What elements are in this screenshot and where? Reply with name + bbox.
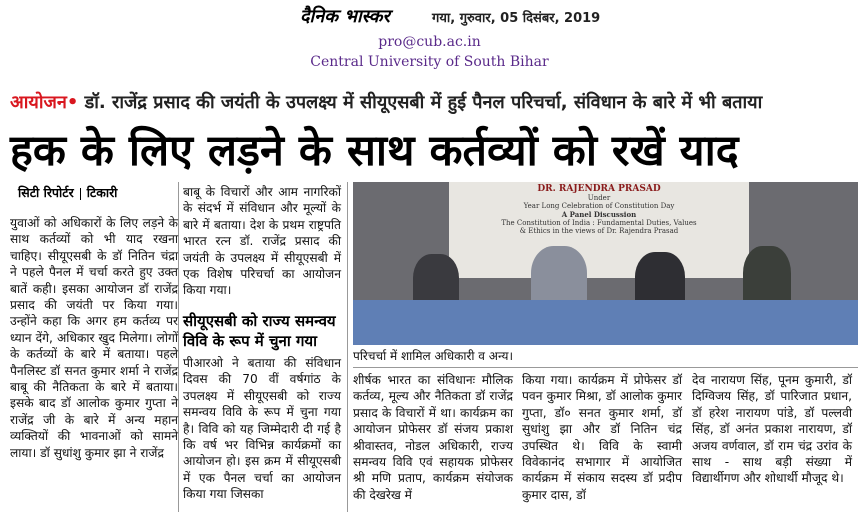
- byline-author: सिटी रिपोर्टर: [18, 185, 74, 200]
- column-rule: [178, 182, 179, 512]
- pro-email: pro@cub.ac.in: [378, 34, 481, 50]
- photo-banner-line: Year Long Celebration of Constitution Day: [523, 202, 675, 210]
- headline: हक के लिए लड़ने के साथ कर्तव्यों को रखें याद: [10, 126, 739, 176]
- byline-divider: [80, 188, 81, 200]
- photo-banner-title: DR. RAJENDRA PRASAD: [537, 184, 661, 194]
- photo-banner-line: A Panel Discussion: [561, 210, 637, 219]
- caption-rule: [353, 367, 858, 368]
- photo-banner-line: & Ethics in the views of Dr. Rajendra Prasad: [519, 227, 679, 235]
- kicker-label: आयोजन: [10, 92, 67, 113]
- photo-caption: परिचर्चा में शामिल अधिकारी व अन्य।: [353, 349, 514, 363]
- article-column-3: शीर्षक भारत का संविधानः मौलिक कर्तव्य, मूल्य और नैतिकता डॉ राजेंद्र प्रसाद के विचारों में था। कार्यक्रम का आयोजन प्रोफेसर डॉ संजय प्रकाश श्रीवास्तव, नोडल अधिकारी, राज्य समन्वय विवि एवं सहायक प्रोफेसर श्री मणि प्रताप, कार्यक्रम संयोजक की देखरेख में: [353, 373, 513, 502]
- byline-place: टिकारी: [86, 185, 118, 200]
- article-column-4: किया गया। कार्यक्रम में प्रोफेसर डॉ पवन कुमार मिश्रा, डॉ आलोक कुमार गुप्ता, डॉ० सनत कुमार शर्मा, डॉ सुधांशु झा और डॉ नितिन चंद्र उपस्थित थे। विवि के स्वामी विवेकानंद सभागार में आयोजित कार्यक्रम में संकाय सदस्य डॉ प्रदीप कुमार दास, डॉ: [522, 373, 682, 502]
- panel-table: [353, 300, 858, 345]
- column-rule: [347, 182, 348, 512]
- photo-banner-line: Under: [587, 194, 611, 202]
- photo-banner-line: The Constitution of India : Fundamental Duties, Values: [501, 219, 697, 227]
- kicker-text: डॉ. राजेंद्र प्रसाद की जयंती के उपलक्ष्य में सीयूएसबी में हुई पैनल परिचर्चा, संविधान के बारे में भी बताया: [84, 92, 763, 113]
- article-column-2-top: बाबू के विचारों और आम नागरिकों के संदर्भ में संविधान और मूल्यों के बारे में बताया। देश के प्रथम राष्ट्रपति भारत रत्न डॉ. राजेंद्र प्रसाद की जयंती के उपलक्ष्य में सीयूएसबी में एक विशेष परिचर्चा का आयोजन किया गया।: [183, 185, 341, 298]
- article-column-1: युवाओं को अधिकारों के लिए लड़ने के साथ कर्तव्यों को भी याद रखना चाहिए। सीयूएसबी के डॉ नितिन चंद्रा ने पहले पैनल में चर्चा करते हुए उक्त बातें कही। इसका आयोजन डॉ राजेंद्र प्रसाद की जयंती पर किया गया। उन्होंने कहा कि अगर हम कर्तव्य पर ध्यान देंगे, अधिकार खुद मिलेगा। लोगों के कर्तव्यों के बारे में बताया। पहले पैनलिस्ट डॉ सनत कुमार शर्मा ने राजेंद्र बाबू की नैतिकता के बारे में बताया। इसके बाद डॉ आलोक कुमार गुप्ता ने राजेंद्र जी के बारे में अन्य महान व्यक्तियों की भावनाओं को सामने लाया। डॉ सुधांशु कुमार झा ने राजेंद्र: [10, 216, 178, 460]
- dateline: गया, गुरुवार, 05 दिसंबर, 2019: [432, 11, 601, 26]
- event-photo: [353, 182, 858, 345]
- subheading: सीयूएसबी को राज्य समन्वय विवि के रूप में चुना गया: [183, 312, 336, 350]
- kicker: आयोजन• डॉ. राजेंद्र प्रसाद की जयंती के उपलक्ष्य में सीयूएसबी में हुई पैनल परिचर्चा, संविधान के बारे में भी बताया: [10, 92, 763, 113]
- byline: [18, 184, 117, 201]
- article-column-5: देव नारायण सिंह, पूनम कुमारी, डॉ दिग्विजय सिंह, डॉ पारिजात प्रधान, डॉ हरेश नारायण पांडे, डॉ पल्लवी सिंह, डॉ अनंत प्रकाश नारायण, डॉ अजय वर्णवाल, डॉ राम चंद्र उरांव के साथ - साथ बड़ी संख्या में विद्यार्थीगण और शोधार्थी मौजूद थे।: [692, 373, 852, 486]
- article-column-2-bottom: पीआरओ ने बताया की संविधान दिवस की 70 वीं वर्षगांठ के उपलक्ष्य में सीयूएसबी को राज्य समन्वय विवि के रूप में चुना गया है। विवि को यह जिम्मेदारी दी गई है कि वर्ष भर विभिन्न कार्यक्रमों का आयोजन हो। इस क्रम में सीयूएसबी में एक पैनल चर्चा का आयोजन किया गया जिसका: [183, 356, 341, 502]
- university-name: Central University of South Bihar: [310, 54, 549, 70]
- newspaper-masthead: दैनिक भास्कर: [300, 6, 390, 27]
- photo-banner: [449, 182, 749, 278]
